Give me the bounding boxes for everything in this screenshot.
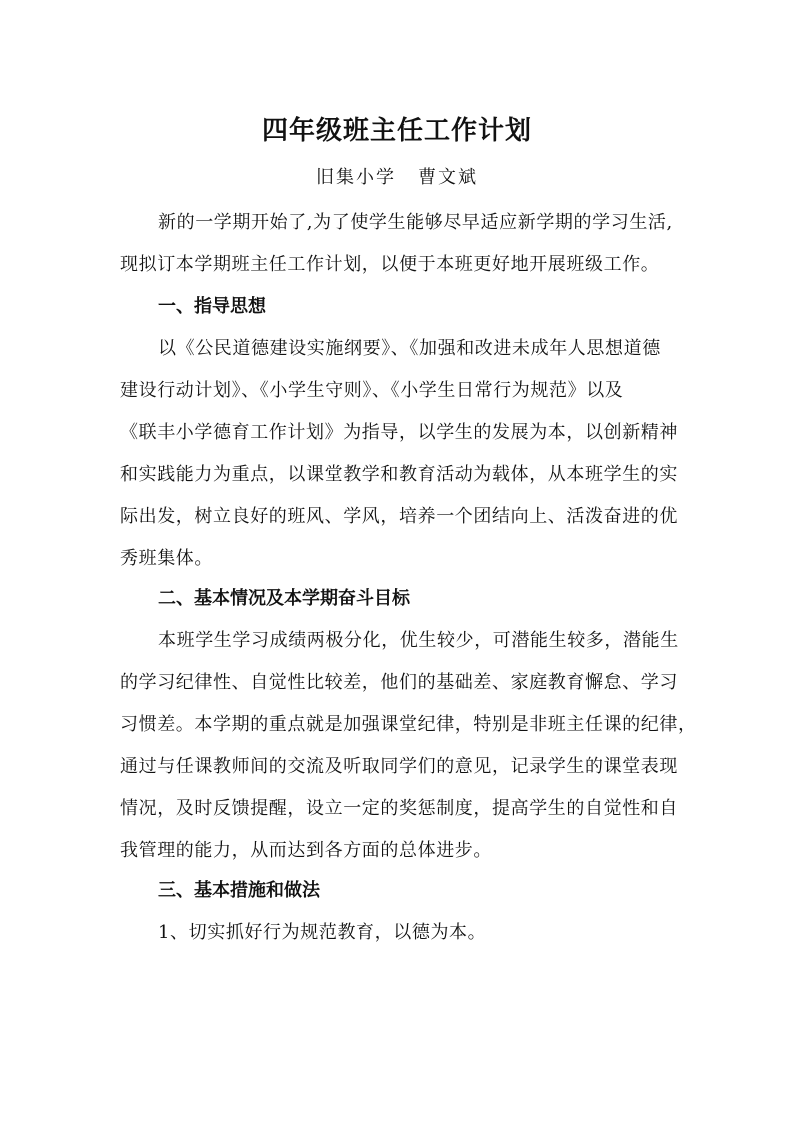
section-1-heading: 一、指导思想 [158, 296, 266, 317]
intro-line-1: 新的一学期开始了,为了使学生能够尽早适应新学期的学习生活, [158, 212, 673, 233]
author-name: 曹文斌 [418, 167, 478, 188]
section-3-line-1: 1、切实抓好行为规范教育，以德为本。 [158, 922, 487, 943]
section-2-heading: 二、基本情况及本学期奋斗目标 [158, 588, 410, 609]
author-school: 旧集小学 [316, 167, 396, 188]
section-1-line-3: 《联丰小学德育工作计划》为指导，以学生的发展为本，以创新精神 [120, 422, 678, 443]
section-2-line-1: 本班学生学习成绩两极分化，优生较少，可潜能生较多，潜能生 [158, 630, 679, 651]
section-1-line-1: 以《公民道德建设实施纲要》、《加强和改进未成年人思想道德 [158, 338, 661, 359]
intro-line-2: 现拟订本学期班主任工作计划，以便于本班更好地开展班级工作。 [120, 254, 660, 275]
section-2-line-5: 情况，及时反馈提醒，设立一定的奖惩制度，提高学生的自觉性和自 [120, 798, 678, 819]
section-2-line-4: 通过与任课教师间的交流及听取同学们的意见，记录学生的课堂表现 [120, 756, 678, 777]
author-line [0, 163, 794, 189]
section-1-line-2: 建设行动计划》、《小学生守则》、《小学生日常行为规范》以及 [120, 380, 624, 401]
document-title: 四年级班主任工作计划 [261, 116, 532, 146]
section-3-heading: 三、基本措施和做法 [158, 880, 320, 901]
section-2-line-3: 习惯差。本学期的重点就是加强课堂纪律，特别是非班主任课的纪律， [120, 714, 697, 735]
section-1-line-6: 秀班集体。 [120, 548, 213, 569]
section-2-line-6: 我管理的能力，从而达到各方面的总体进步。 [120, 840, 492, 861]
section-1-line-4: 和实践能力为重点，以课堂教学和教育活动为载体，从本班学生的实 [120, 464, 678, 485]
section-1-line-5: 际出发，树立良好的班风、学风，培养一个团结向上、活泼奋进的优 [120, 506, 678, 527]
section-2-line-2: 的学习纪律性、自觉性比较差，他们的基础差、家庭教育懈怠、学习 [120, 672, 678, 693]
